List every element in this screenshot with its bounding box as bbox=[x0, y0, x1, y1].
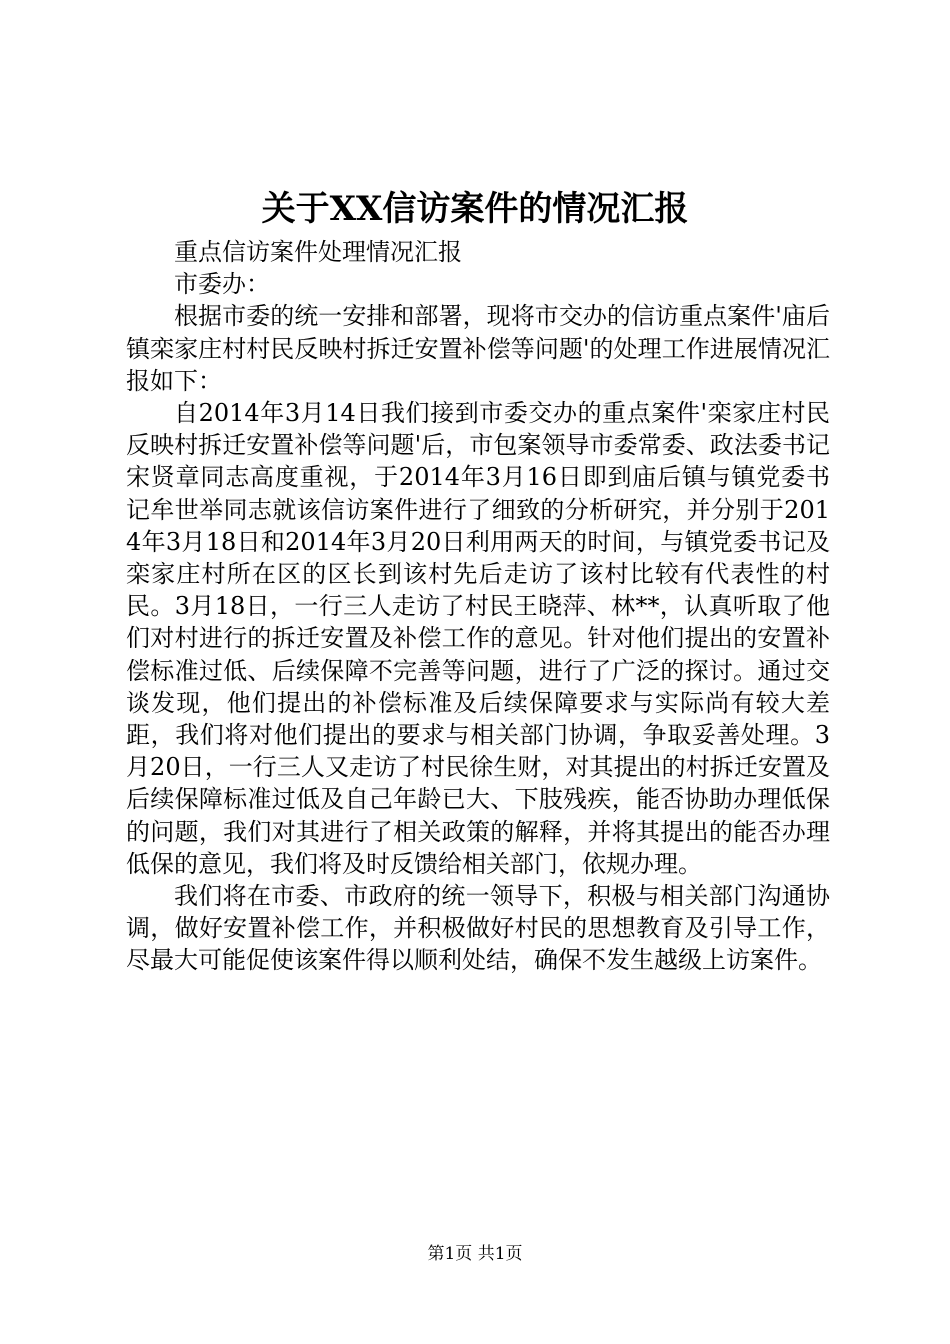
conclusion-paragraph: 我们将在市委、市政府的统一领导下，积极与相关部门沟通协调，做好安置补偿工作，并积极做好村民的思想教育及引导工作，尽最大可能促使该案件得以顺利处结，确保不发生越级上访案件。 bbox=[126, 882, 830, 975]
intro-paragraph: 根据市委的统一安排和部署，现将市交办的信访重点案件'庙后镇栾家庄村村民反映村拆迁安置补偿等问题'的处理工作进展情况汇报如下： bbox=[126, 302, 830, 395]
addressee-paragraph: 市委办： bbox=[174, 270, 270, 299]
details-paragraph: 自2014年3月14日我们接到市委交办的重点案件'栾家庄村民反映村拆迁安置补偿等问题'后，市包案领导市委常委、政法委书记宋贤章同志高度重视，于2014年3月16日即到庙后镇与镇党委书记牟世举同志就该信访案件进行了细致的分析研究，并分别于2014年3月18日和2014年3月20日利用两天的时间，与镇党委书记及栾家庄村所在区的区长到该村先后走访了该村比较有代表性的村民。3月18日，一行三人走访了村民王晓萍、林**，认真听取了他们对村进行的拆迁安置及补偿工作的意见。针对他们提出的安置补偿标准过低、后续保障不完善等问题，进行了广泛的探讨。通过交谈发现，他们提出的补偿标准及后续保障要求与实际尚有较大差距，我们将对他们提出的要求与相关部门协调，争取妥善处理。3月20日，一行三人又走访了村民徐生财，对其提出的村拆迁安置及后续保障标准过低及自己年龄已大、下肢残疾，能否协助办理低保的问题，我们对其进行了相关政策的解释，并将其提出的能否办理低保的意见，我们将及时反馈给相关部门，依规办理。 bbox=[126, 399, 830, 878]
page-number-footer: 第1页 共1页 bbox=[427, 1244, 523, 1264]
subtitle-paragraph: 重点信访案件处理情况汇报 bbox=[174, 238, 462, 266]
document-body bbox=[126, 236, 830, 977]
document-title: 关于XX信访案件的情况汇报 bbox=[261, 189, 689, 229]
